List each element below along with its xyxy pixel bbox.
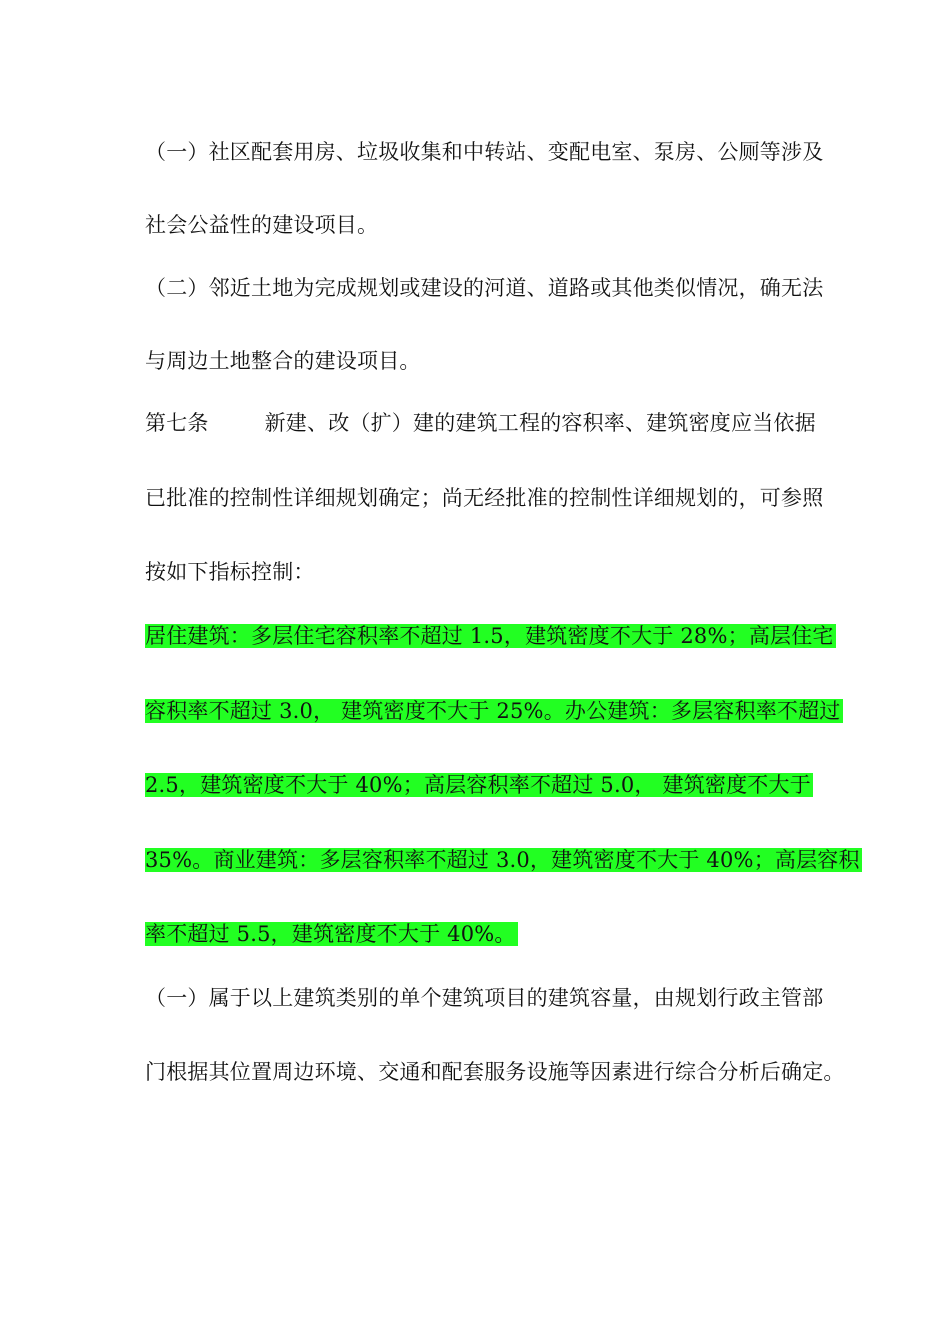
highlight-text: 居住建筑：多层住宅容积率不超过 1.5，建筑密度不大于 28%；高层住宅: [145, 624, 834, 648]
article-7-text: 新建、改（扩）建的建筑工程的容积率、建筑密度应当依据: [264, 411, 816, 435]
highlighted-line: [145, 696, 843, 726]
highlight-text: 率不超过 5.5，建筑密度不大于 40%。: [145, 922, 516, 946]
paragraph-line: 与周边土地整合的建设项目。: [145, 349, 421, 373]
highlighted-line: [145, 919, 518, 949]
highlighted-line: [145, 845, 862, 875]
highlight-text: 容积率不超过 3.0， 建筑密度不大于 25%。办公建筑：多层容积率不超过: [145, 699, 841, 723]
paragraph-line: 按如下指标控制：: [145, 560, 315, 584]
article-7-line: [145, 408, 816, 438]
paragraph-line: 门根据其位置周边环境、交通和配套服务设施等因素进行综合分析后确定。: [145, 1060, 845, 1084]
highlight-text: 2.5，建筑密度不大于 40%；高层容积率不超过 5.0， 建筑密度不大于: [145, 773, 811, 797]
paragraph-line: （一）属于以上建筑类别的单个建筑项目的建筑容量，由规划行政主管部: [145, 986, 824, 1010]
paragraph-line: （二）邻近土地为完成规划或建设的河道、道路或其他类似情况，确无法: [145, 276, 824, 300]
paragraph-line: 社会公益性的建设项目。: [145, 213, 379, 237]
article-7-label: 第七条: [145, 411, 209, 435]
highlighted-line: [145, 770, 813, 800]
paragraph-line: （一）社区配套用房、垃圾收集和中转站、变配电室、泵房、公厕等涉及: [145, 140, 824, 164]
paragraph-line: 已批准的控制性详细规划确定；尚无经批准的控制性详细规划的，可参照: [145, 486, 824, 510]
highlight-text: 35%。商业建筑：多层容积率不超过 3.0，建筑密度不大于 40%；高层容积: [145, 848, 860, 872]
highlighted-line: [145, 621, 836, 651]
